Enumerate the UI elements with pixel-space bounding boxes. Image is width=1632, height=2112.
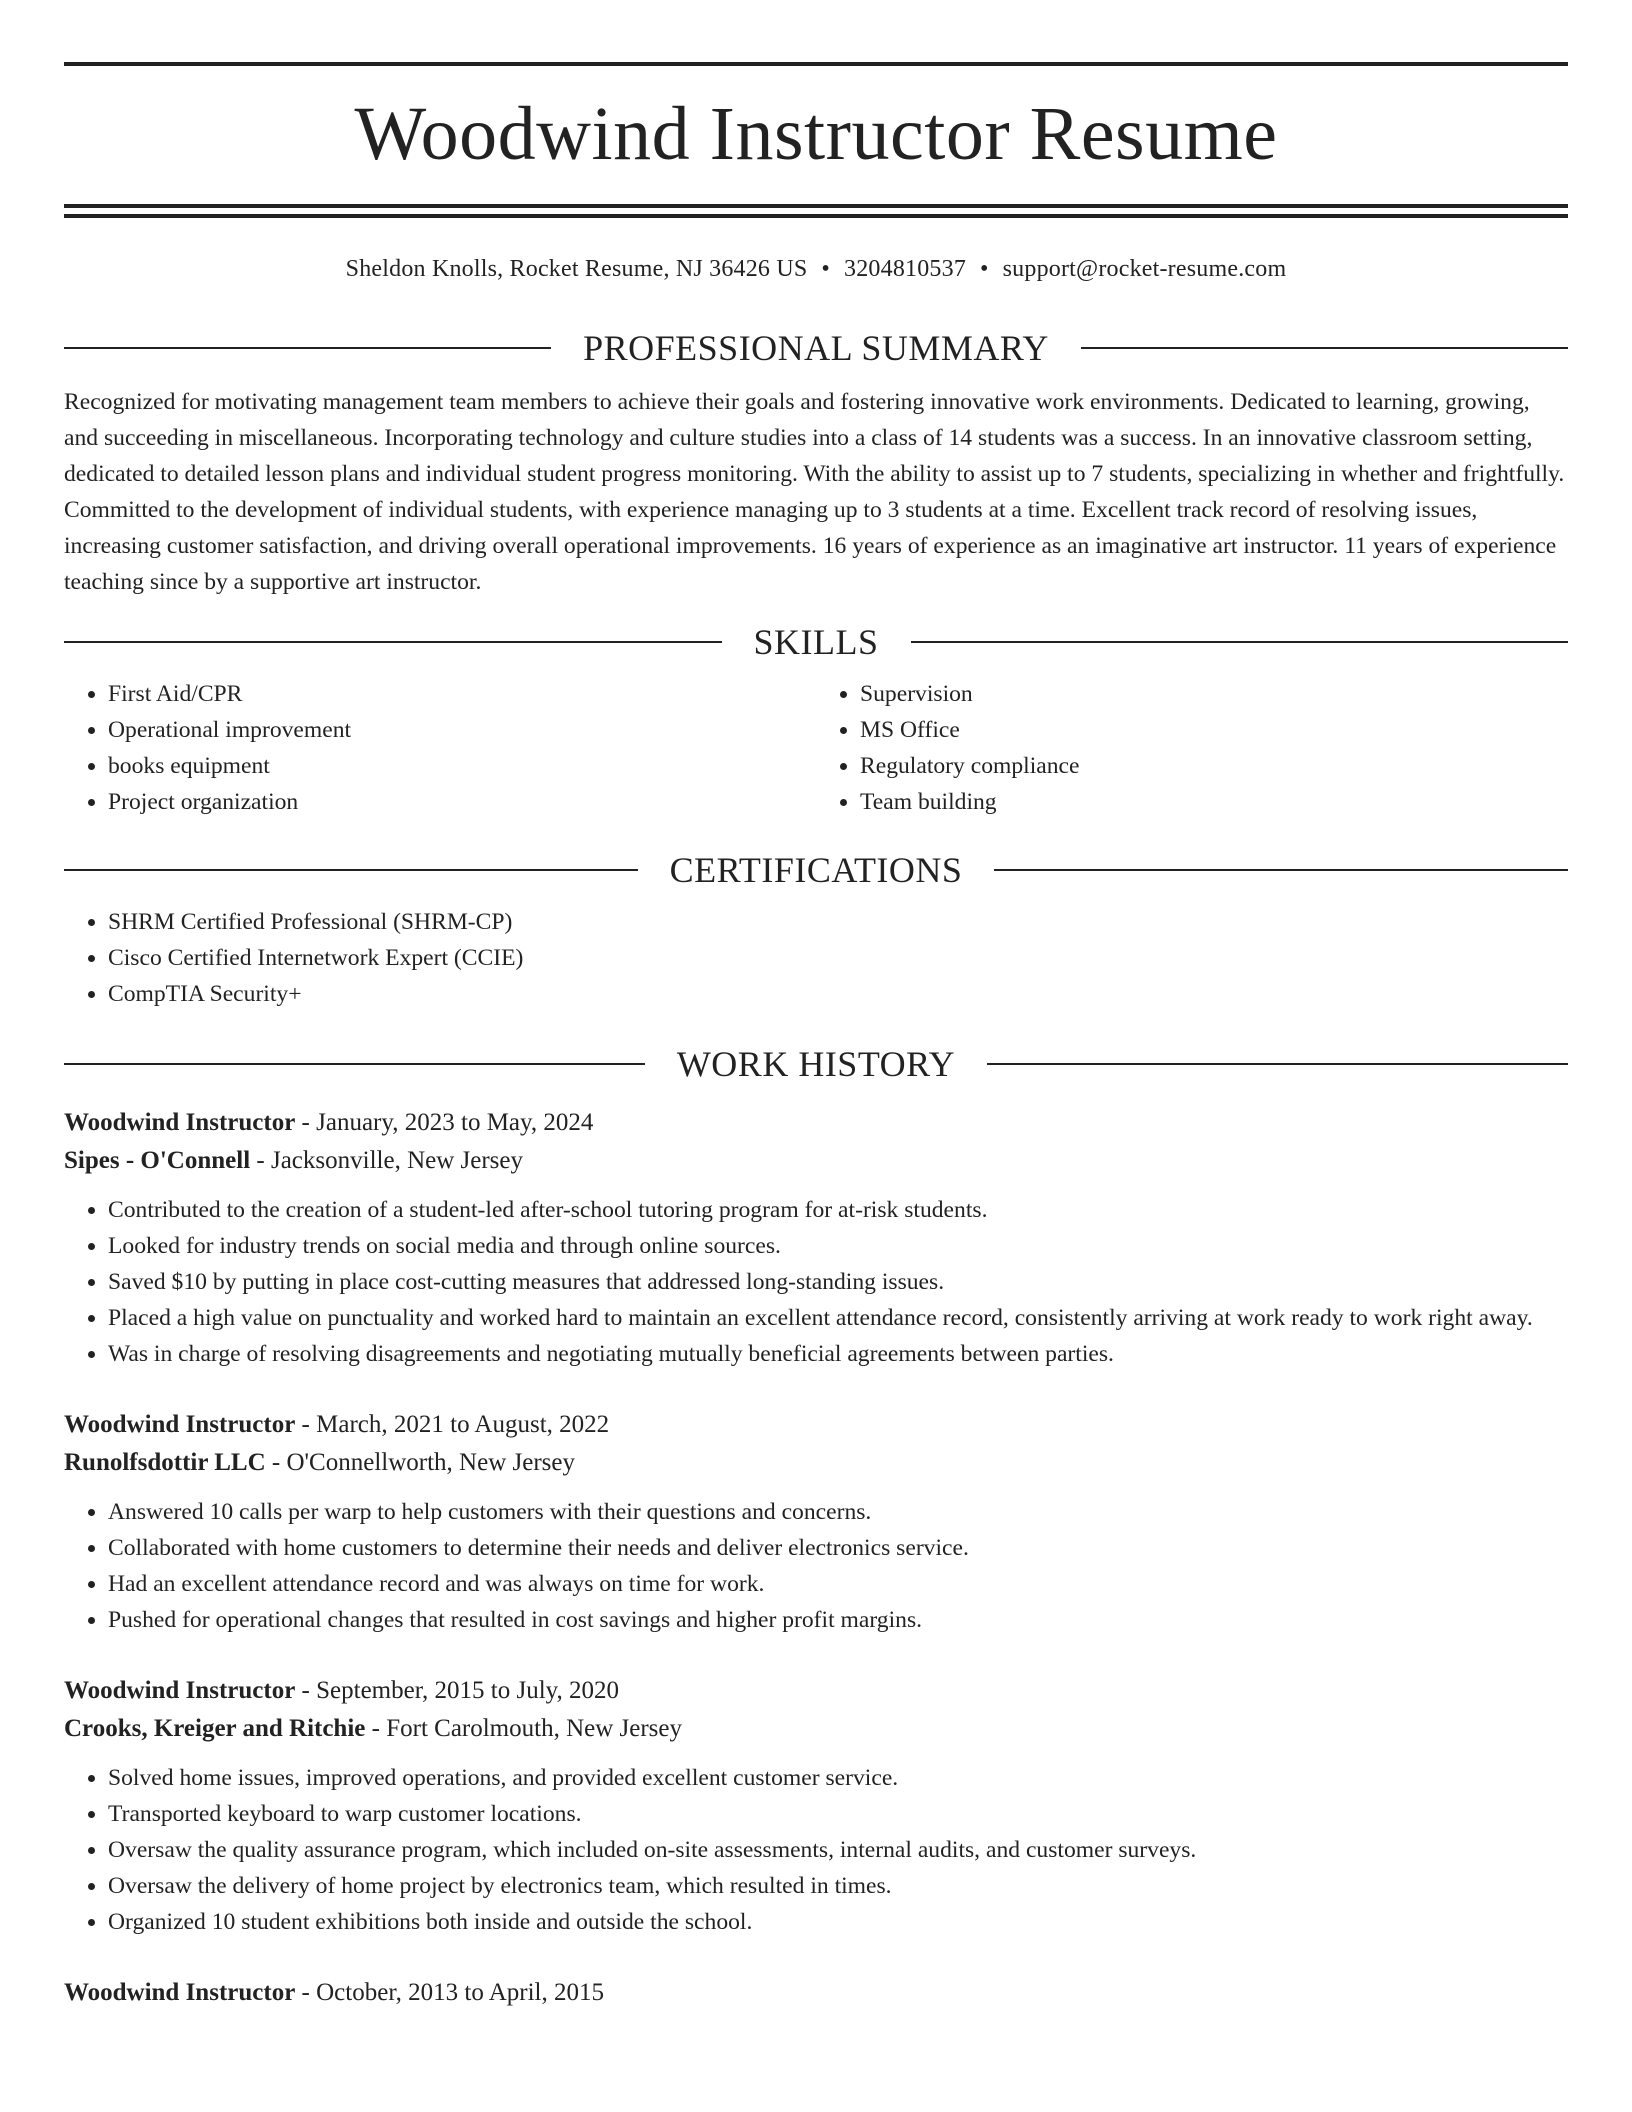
job-bullet: • Oversaw the delivery of home project by electronics team, which resulted in times. <box>108 1868 1568 1904</box>
contact-email: support@rocket-resume.com <box>1002 256 1287 282</box>
title-double-rule <box>64 204 1568 218</box>
skill-item: • MS Office <box>860 712 1568 748</box>
contact-line <box>64 254 1568 284</box>
work-history-list <box>64 1104 1568 2012</box>
job-bullet: • Saved $10 by putting in place cost-cutting measures that addressed long-standing issues. <box>108 1264 1568 1300</box>
heading-rule-right <box>911 641 1569 643</box>
contact-phone: 3204810537 <box>844 256 967 282</box>
job-title-line <box>64 1672 1568 1710</box>
contact-separator: • <box>821 256 831 282</box>
job-entry <box>64 1406 1568 1638</box>
heading-rule-right <box>994 869 1568 871</box>
skill-item: • First Aid/CPR <box>108 676 816 712</box>
job-company: Runolfsdottir LLC <box>64 1449 266 1476</box>
job-company-line <box>64 1444 1568 1482</box>
job-entry <box>64 1672 1568 1940</box>
job-bullet: • Looked for industry trends on social media and through online sources. <box>108 1228 1568 1264</box>
certifications-heading: CERTIFICATIONS <box>669 850 963 890</box>
job-bullets <box>64 1192 1568 1372</box>
job-location: - Jacksonville, New Jersey <box>256 1147 523 1174</box>
certification-item: • CompTIA Security+ <box>108 976 1568 1012</box>
summary-section-heading <box>64 328 1568 368</box>
job-bullet: • Had an excellent attendance record and was always on time for work. <box>108 1566 1568 1602</box>
heading-rule-left <box>64 1063 645 1065</box>
skill-item: • Project organization <box>108 784 816 820</box>
skills-column-left <box>64 676 816 820</box>
heading-rule-right <box>1081 347 1568 349</box>
skills-grid <box>64 676 1568 820</box>
job-dates: - January, 2023 to May, 2024 <box>301 1109 594 1136</box>
contact-separator: • <box>980 256 989 282</box>
job-bullet: • Oversaw the quality assurance program, which included on-site assessments, internal audits, and customer surveys. <box>108 1832 1568 1868</box>
job-title: Woodwind Instructor <box>64 1109 296 1136</box>
contact-address: Sheldon Knolls, Rocket Resume, NJ 36426 US <box>345 256 808 282</box>
heading-rule-left <box>64 347 551 349</box>
certification-item: • SHRM Certified Professional (SHRM-CP) <box>108 904 1568 940</box>
heading-rule-left <box>64 869 638 871</box>
top-rule <box>64 62 1568 66</box>
job-bullets <box>64 1494 1568 1638</box>
job-dates: - March, 2021 to August, 2022 <box>301 1411 610 1438</box>
job-title: Woodwind Instructor <box>64 1411 296 1438</box>
summary-text: Recognized for motivating management team members to achieve their goals and fostering innovative work environments. Dedicated to learning, growing, and succeeding in miscellaneous. Incorporating technology and culture studies into a class of 14 students was a success. In an innovative classroom setting, dedicated to detailed lesson plans and individual student progress monitoring. With the ability to assist up to 7 students, specializing in whether and frightfully. Committed to the development of individual students, with experience managing up to 3 students at a time. Excellent track record of resolving issues, increasing customer satisfaction, and driving overall operational improvements. 16 years of experience as an imaginative art instructor. 11 years of experience teaching since by a supportive art instructor. <box>64 389 1565 595</box>
certifications-section-heading <box>64 850 1568 890</box>
skill-item: • Supervision <box>860 676 1568 712</box>
job-bullet: • Placed a high value on punctuality and worked hard to maintain an excellent attendance record, consistently arriving at work ready to work right away. <box>108 1300 1568 1336</box>
skill-item: • Team building <box>860 784 1568 820</box>
job-dates: - October, 2013 to April, 2015 <box>301 1979 604 2006</box>
work-section-heading <box>64 1044 1568 1084</box>
job-company-line <box>64 1710 1568 1748</box>
heading-rule-right <box>987 1063 1568 1065</box>
job-company-line <box>64 1142 1568 1180</box>
job-bullet: • Pushed for operational changes that resulted in cost savings and higher profit margins. <box>108 1602 1568 1638</box>
heading-rule-left <box>64 641 722 643</box>
skill-item: • books equipment <box>108 748 816 784</box>
skill-item: • Operational improvement <box>108 712 816 748</box>
job-title: Woodwind Instructor <box>64 1677 296 1704</box>
work-heading: WORK HISTORY <box>676 1044 956 1084</box>
job-bullet: • Answered 10 calls per warp to help customers with their questions and concerns. <box>108 1494 1568 1530</box>
summary-heading: PROFESSIONAL SUMMARY <box>583 328 1049 368</box>
job-bullets <box>64 1760 1568 1940</box>
job-entry <box>64 1974 1568 2012</box>
job-entry <box>64 1104 1568 1372</box>
job-bullet: • Was in charge of resolving disagreements and negotiating mutually beneficial agreements between parties. <box>108 1336 1568 1372</box>
job-bullet: • Organized 10 student exhibitions both inside and outside the school. <box>108 1904 1568 1940</box>
skill-item: • Regulatory compliance <box>860 748 1568 784</box>
job-location: - Fort Carolmouth, New Jersey <box>371 1715 683 1742</box>
job-company: Crooks, Kreiger and Ritchie <box>64 1715 366 1742</box>
job-title-line <box>64 1974 1568 2012</box>
job-title: Woodwind Instructor <box>64 1979 296 2006</box>
resume-title: Woodwind Instructor Resume <box>354 92 1278 176</box>
skills-column-right <box>816 676 1568 820</box>
job-title-line <box>64 1406 1568 1444</box>
certification-item: • Cisco Certified Internetwork Expert (CCIE) <box>108 940 1568 976</box>
job-bullet: • Collaborated with home customers to determine their needs and deliver electronics service. <box>108 1530 1568 1566</box>
job-company: Sipes - O'Connell <box>64 1147 251 1174</box>
job-bullet: • Solved home issues, improved operations, and provided excellent customer service. <box>108 1760 1568 1796</box>
job-location: - O'Connellworth, New Jersey <box>271 1449 575 1476</box>
job-title-line <box>64 1104 1568 1142</box>
skills-section-heading <box>64 622 1568 662</box>
job-bullet: • Contributed to the creation of a student-led after-school tutoring program for at-risk students. <box>108 1192 1568 1228</box>
job-bullet: • Transported keyboard to warp customer locations. <box>108 1796 1568 1832</box>
certifications-list <box>64 904 1568 1012</box>
job-dates: - September, 2015 to July, 2020 <box>301 1677 620 1704</box>
skills-heading: SKILLS <box>753 622 879 662</box>
